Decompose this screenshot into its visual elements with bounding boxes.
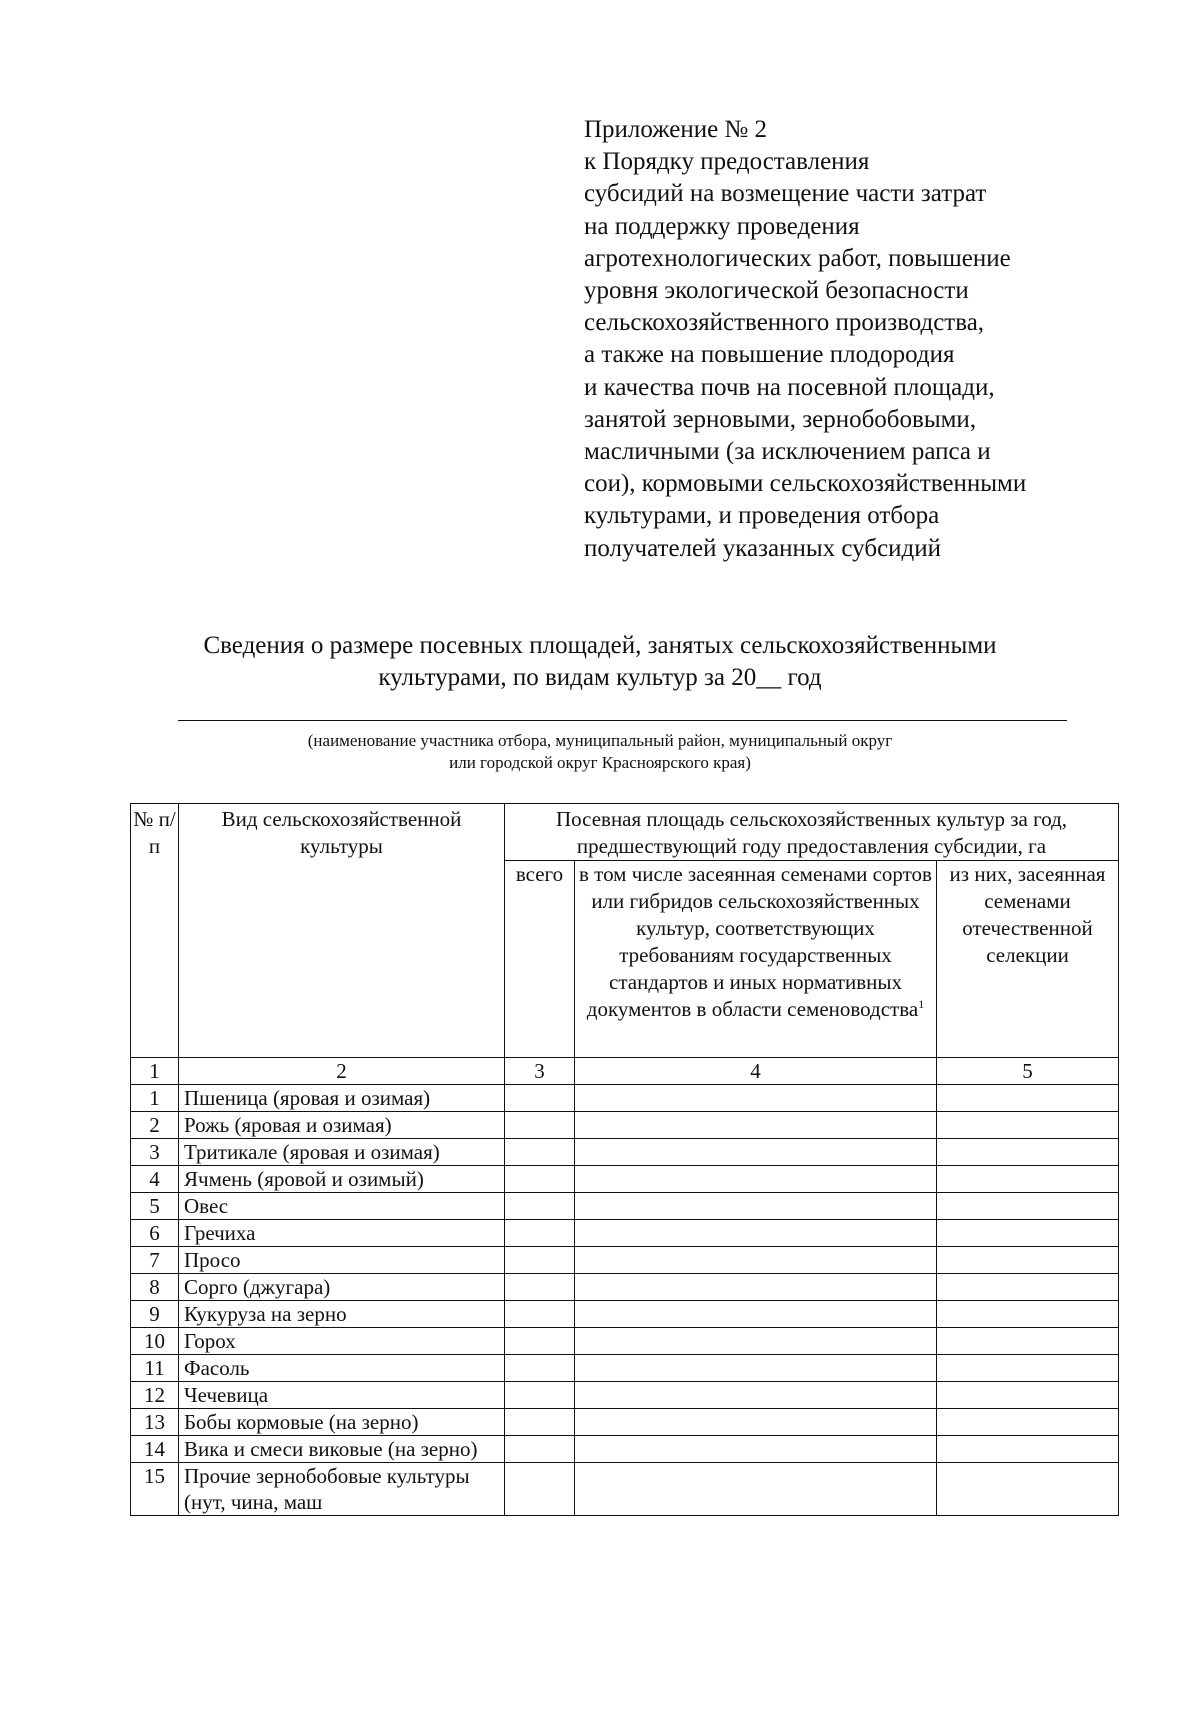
row-certified-cell [575,1436,937,1463]
caption-line-2: или городской округ Красноярского края) [449,753,751,772]
document-title [0,630,1200,694]
column-number: 1 [131,1058,179,1085]
row-total-cell [505,1328,575,1355]
row-total-cell [505,1166,575,1193]
row-total-cell [505,1409,575,1436]
appendix-line: на поддержку проведения [584,212,860,240]
row-num: 15 [131,1463,179,1516]
table-row [131,1247,1119,1274]
row-crop: Бобы кормовые (на зерно) [179,1409,505,1436]
row-domestic-cell [937,1274,1119,1301]
row-domestic-cell [937,1166,1119,1193]
appendix-line: получателей указанных субсидий [584,534,942,562]
row-total-cell [505,1247,575,1274]
header-total: всего [505,861,575,1058]
row-num: 5 [131,1193,179,1220]
row-total-cell [505,1112,575,1139]
row-num: 14 [131,1436,179,1463]
row-total-cell [505,1301,575,1328]
appendix-line: к Порядку предоставления [584,148,870,176]
row-domestic-cell [937,1220,1119,1247]
row-num: 1 [131,1085,179,1112]
row-num: 13 [131,1409,179,1436]
table-row [131,1193,1119,1220]
row-num: 10 [131,1328,179,1355]
row-certified-cell [575,1409,937,1436]
row-domestic-cell [937,1193,1119,1220]
header-certified [575,861,937,1058]
row-total-cell [505,1382,575,1409]
table-row [131,1328,1119,1355]
table-row [131,1382,1119,1409]
row-certified-cell [575,1328,937,1355]
column-number-row [131,1058,1119,1085]
row-certified-cell [575,1085,937,1112]
appendix-header [584,114,1144,565]
row-num: 11 [131,1355,179,1382]
row-total-cell [505,1085,575,1112]
row-num: 8 [131,1274,179,1301]
table-row [131,1220,1119,1247]
header-crop: Вид сельскохозяйственной культуры [179,804,505,1058]
row-num: 4 [131,1166,179,1193]
appendix-line: занятой зерновыми, зернобобовыми, [584,405,977,433]
column-number: 3 [505,1058,575,1085]
row-crop: Тритикале (яровая и озимая) [179,1139,505,1166]
row-crop: Просо [179,1247,505,1274]
row-num: 6 [131,1220,179,1247]
column-number: 4 [575,1058,937,1085]
row-certified-cell [575,1193,937,1220]
row-domestic-cell [937,1085,1119,1112]
footnote-mark: 1 [918,997,925,1011]
row-crop: Горох [179,1328,505,1355]
row-certified-cell [575,1247,937,1274]
row-num: 7 [131,1247,179,1274]
table-row [131,1355,1119,1382]
appendix-line: субсидий на возмещение части затрат [584,180,987,208]
row-crop: Рожь (яровая и озимая) [179,1112,505,1139]
row-total-cell [505,1436,575,1463]
appendix-line: масличными (за исключением рапса и [584,438,991,466]
row-domestic-cell [937,1436,1119,1463]
table-row [131,1409,1119,1436]
header-domestic: из них, засеянная семенами отечественной селекции [937,861,1119,1058]
row-certified-cell [575,1382,937,1409]
row-crop: Овес [179,1193,505,1220]
row-total-cell [505,1355,575,1382]
header-area: Посевная площадь сельскохозяйственных культур за год, предшествующий году предоставления субсидии, га [505,804,1119,861]
row-total-cell [505,1463,575,1516]
column-number: 5 [937,1058,1119,1085]
row-total-cell [505,1274,575,1301]
row-crop: Пшеница (яровая и озимая) [179,1085,505,1112]
row-domestic-cell [937,1382,1119,1409]
appendix-line: агротехнологических работ, повышение [584,244,1011,272]
row-domestic-cell [937,1355,1119,1382]
appendix-line: сои), кормовыми сельскохозяйственными [584,470,1027,498]
title-line-1: Сведения о размере посевных площадей, занятых сельскохозяйственными [203,632,997,659]
row-crop: Гречиха [179,1220,505,1247]
row-certified-cell [575,1139,937,1166]
row-domestic-cell [937,1247,1119,1274]
row-domestic-cell [937,1463,1119,1516]
table-row [131,1301,1119,1328]
table-row [131,1436,1119,1463]
row-domestic-cell [937,1409,1119,1436]
title-line-2: культурами, по видам культур за 20__ год [378,664,822,691]
row-crop: Прочие зернобобовые культуры (нут, чина, маш [179,1463,505,1516]
row-domestic-cell [937,1301,1119,1328]
row-num: 12 [131,1382,179,1409]
row-crop: Ячмень (яровой и озимый) [179,1166,505,1193]
header-num: № п/п [131,804,179,1058]
appendix-line: уровня экологической безопасности [584,277,969,305]
appendix-line: Приложение № 2 [584,116,768,143]
row-total-cell [505,1193,575,1220]
table-row [131,1085,1119,1112]
appendix-line: сельскохозяйственного производства, [584,309,985,337]
row-num: 3 [131,1139,179,1166]
row-crop: Чечевица [179,1382,505,1409]
table-row [131,1274,1119,1301]
row-num: 9 [131,1301,179,1328]
participant-caption [0,730,1200,774]
row-crop: Кукуруза на зерно [179,1301,505,1328]
caption-line-1: (наименование участника отбора, муниципальный район, муниципальный округ [307,731,893,750]
row-certified-cell [575,1355,937,1382]
appendix-line: и качества почв на посевной площади, [584,373,995,401]
row-domestic-cell [937,1112,1119,1139]
table-row [131,1463,1119,1516]
row-certified-cell [575,1274,937,1301]
row-crop: Фасоль [179,1355,505,1382]
row-total-cell [505,1139,575,1166]
column-number: 2 [179,1058,505,1085]
table-row [131,1166,1119,1193]
row-certified-cell [575,1463,937,1516]
appendix-line: культурами, и проведения отбора [584,502,940,530]
row-certified-cell [575,1301,937,1328]
row-total-cell [505,1220,575,1247]
row-domestic-cell [937,1139,1119,1166]
row-num: 2 [131,1112,179,1139]
row-certified-cell [575,1220,937,1247]
row-crop: Вика и смеси виковые (на зерно) [179,1436,505,1463]
row-certified-cell [575,1112,937,1139]
table-row [131,1139,1119,1166]
sown-area-table [130,803,1119,1516]
table-row [131,1112,1119,1139]
row-crop: Сорго (джугара) [179,1274,505,1301]
appendix-line: а также на повышение плодородия [584,341,955,369]
row-domestic-cell [937,1328,1119,1355]
table-header-row [131,804,1119,861]
participant-name-line [178,720,1067,721]
row-certified-cell [575,1166,937,1193]
header-certified-text: в том числе засеянная семенами сортов или гибридов сельскохозяйственных культур, соответствующих требованиям государственных стандартов и иных нормативных документов в области семеноводства [579,862,932,1021]
